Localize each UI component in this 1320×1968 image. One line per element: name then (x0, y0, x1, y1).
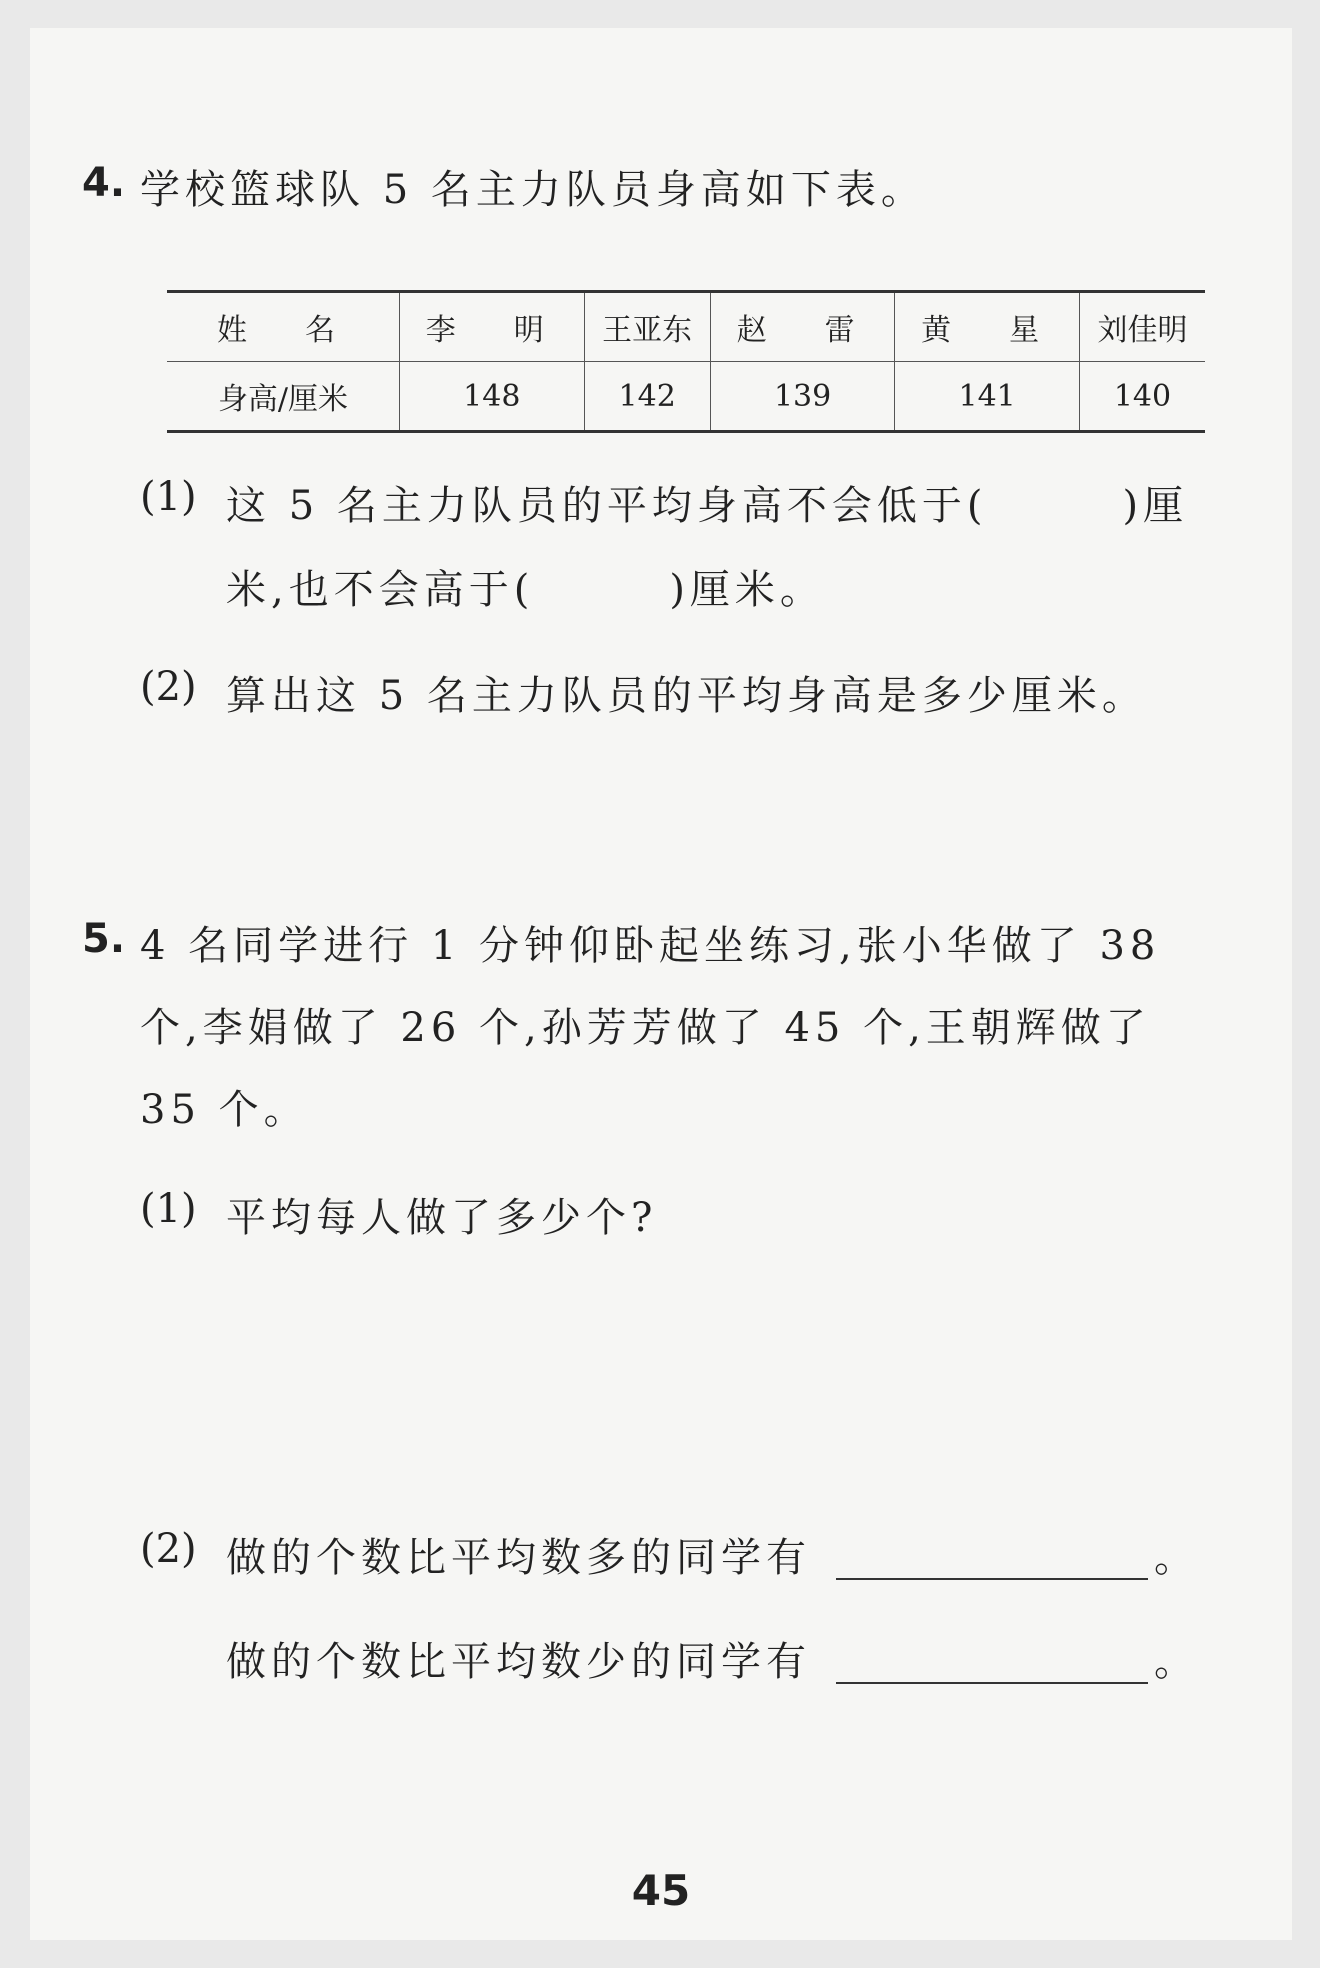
q5-part1-label: (1) (140, 1186, 197, 1232)
header-player-1: 李 明 (400, 292, 585, 362)
q4-part1-line2: 米,也不会高于( )厘米。 (226, 567, 825, 613)
row-label-height: 身高/厘米 (217, 382, 349, 417)
header-player-5: 刘佳明 (1079, 292, 1205, 362)
question-5-stem-line3: 35 个。 (140, 1087, 309, 1133)
height-value: 148 (400, 362, 585, 432)
table-header-row (167, 292, 1205, 362)
q4-part1-label: (1) (140, 474, 197, 520)
q5-part2-end-mark-1: 。 (1154, 1535, 1199, 1581)
q4-part2-text: 算出这 5 名主力队员的平均身高是多少厘米。 (226, 673, 1147, 719)
height-value: 141 (895, 362, 1080, 432)
answer-blank-more[interactable] (836, 1578, 1148, 1580)
header-name: 姓 名 (167, 292, 400, 362)
table-data-row (167, 362, 1205, 432)
header-player-3: 赵 雷 (710, 292, 895, 362)
header-player-2: 王亚东 (584, 292, 710, 362)
question-4-number: 4. (82, 160, 126, 206)
answer-blank-less[interactable] (836, 1682, 1148, 1684)
height-value: 140 (1079, 362, 1205, 432)
q5-part2-label: (2) (140, 1526, 197, 1572)
question-4-stem: 学校篮球队 5 名主力队员身高如下表。 (140, 167, 926, 213)
workbook-page (30, 28, 1292, 1940)
q5-part1-text: 平均每人做了多少个? (226, 1195, 658, 1241)
height-value: 142 (584, 362, 710, 432)
q5-part2-end-mark-2: 。 (1154, 1639, 1199, 1685)
question-5-number: 5. (82, 916, 126, 962)
q5-part2-line2: 做的个数比平均数少的同学有 (226, 1639, 811, 1685)
page-number: 45 (631, 1866, 691, 1915)
height-table (167, 290, 1205, 433)
header-player-4: 黄 星 (895, 292, 1080, 362)
question-5-stem-line2: 个,李娟做了 26 个,孙芳芳做了 45 个,王朝辉做了 (140, 1005, 1151, 1051)
q4-part2-label: (2) (140, 664, 197, 710)
height-value: 139 (710, 362, 895, 432)
question-5-stem-line1: 4 名同学进行 1 分钟仰卧起坐练习,张小华做了 38 (140, 923, 1161, 969)
q5-part2-line1: 做的个数比平均数多的同学有 (226, 1535, 811, 1581)
q4-part1-line1: 这 5 名主力队员的平均身高不会低于( )厘 (226, 483, 1189, 529)
